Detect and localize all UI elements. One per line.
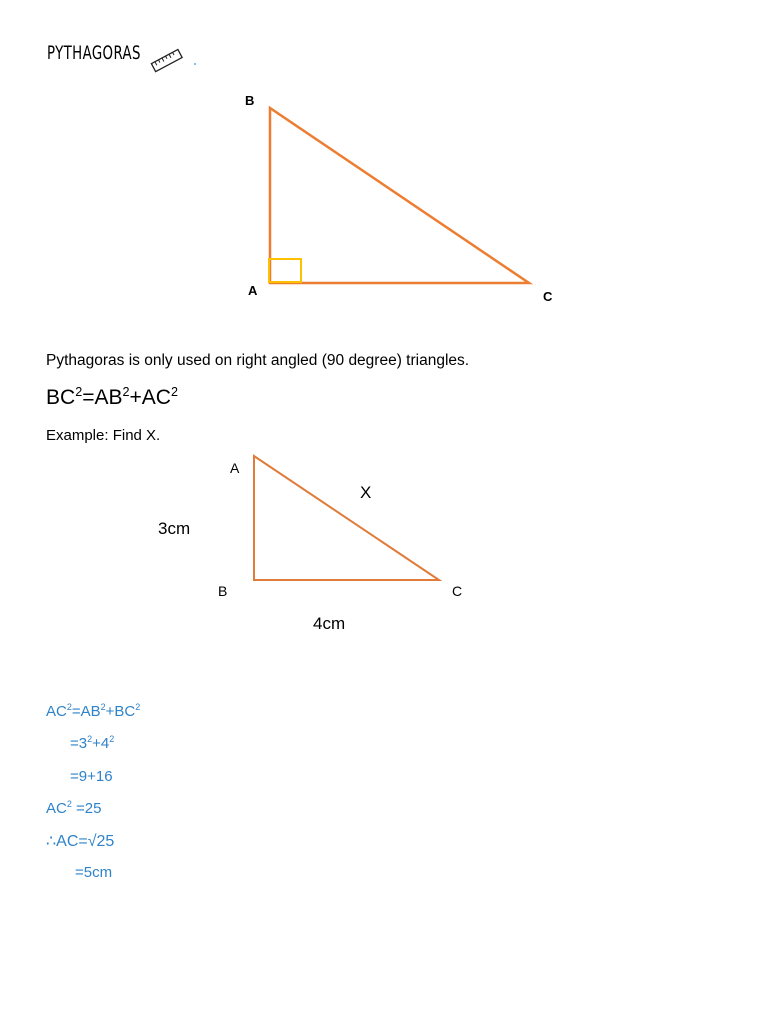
example-heading: Example: Find X. bbox=[46, 427, 161, 444]
working-line-1: $AC^2=AB^2+BC^2$ bbox=[46, 702, 141, 720]
vertex-label-c: C bbox=[452, 583, 463, 599]
working-line-6: =5cm bbox=[75, 864, 113, 881]
vertex-label-a: A bbox=[230, 460, 240, 476]
right-angle-marker bbox=[269, 259, 301, 282]
side-length-bc: 4cm bbox=[313, 614, 346, 633]
triangle-abc-2 bbox=[254, 456, 439, 580]
working-line-5: ∴AC=√25 bbox=[46, 833, 115, 850]
working-line-2: $=3^2+4^2$ bbox=[70, 734, 115, 752]
vertex-label-c: C bbox=[543, 289, 553, 304]
working-line-3: =9+16 bbox=[70, 768, 113, 785]
vertex-label-b: B bbox=[245, 93, 255, 108]
vertex-label-b: B bbox=[218, 583, 228, 599]
statement-text: Pythagoras is only used on right angled (90 degree) triangles. bbox=[46, 352, 470, 369]
pythagoras-formula: $BC^2=AB^2+AC^2$ bbox=[46, 385, 178, 409]
triangle-abc bbox=[270, 108, 529, 283]
vertex-label-a: A bbox=[248, 283, 258, 298]
page-title: PYTHAGORAS bbox=[47, 42, 141, 64]
hypotenuse-label: X bbox=[360, 483, 372, 502]
working-line-4: $AC^2 =25$ bbox=[46, 799, 102, 817]
side-length-ab: 3cm bbox=[158, 519, 191, 538]
